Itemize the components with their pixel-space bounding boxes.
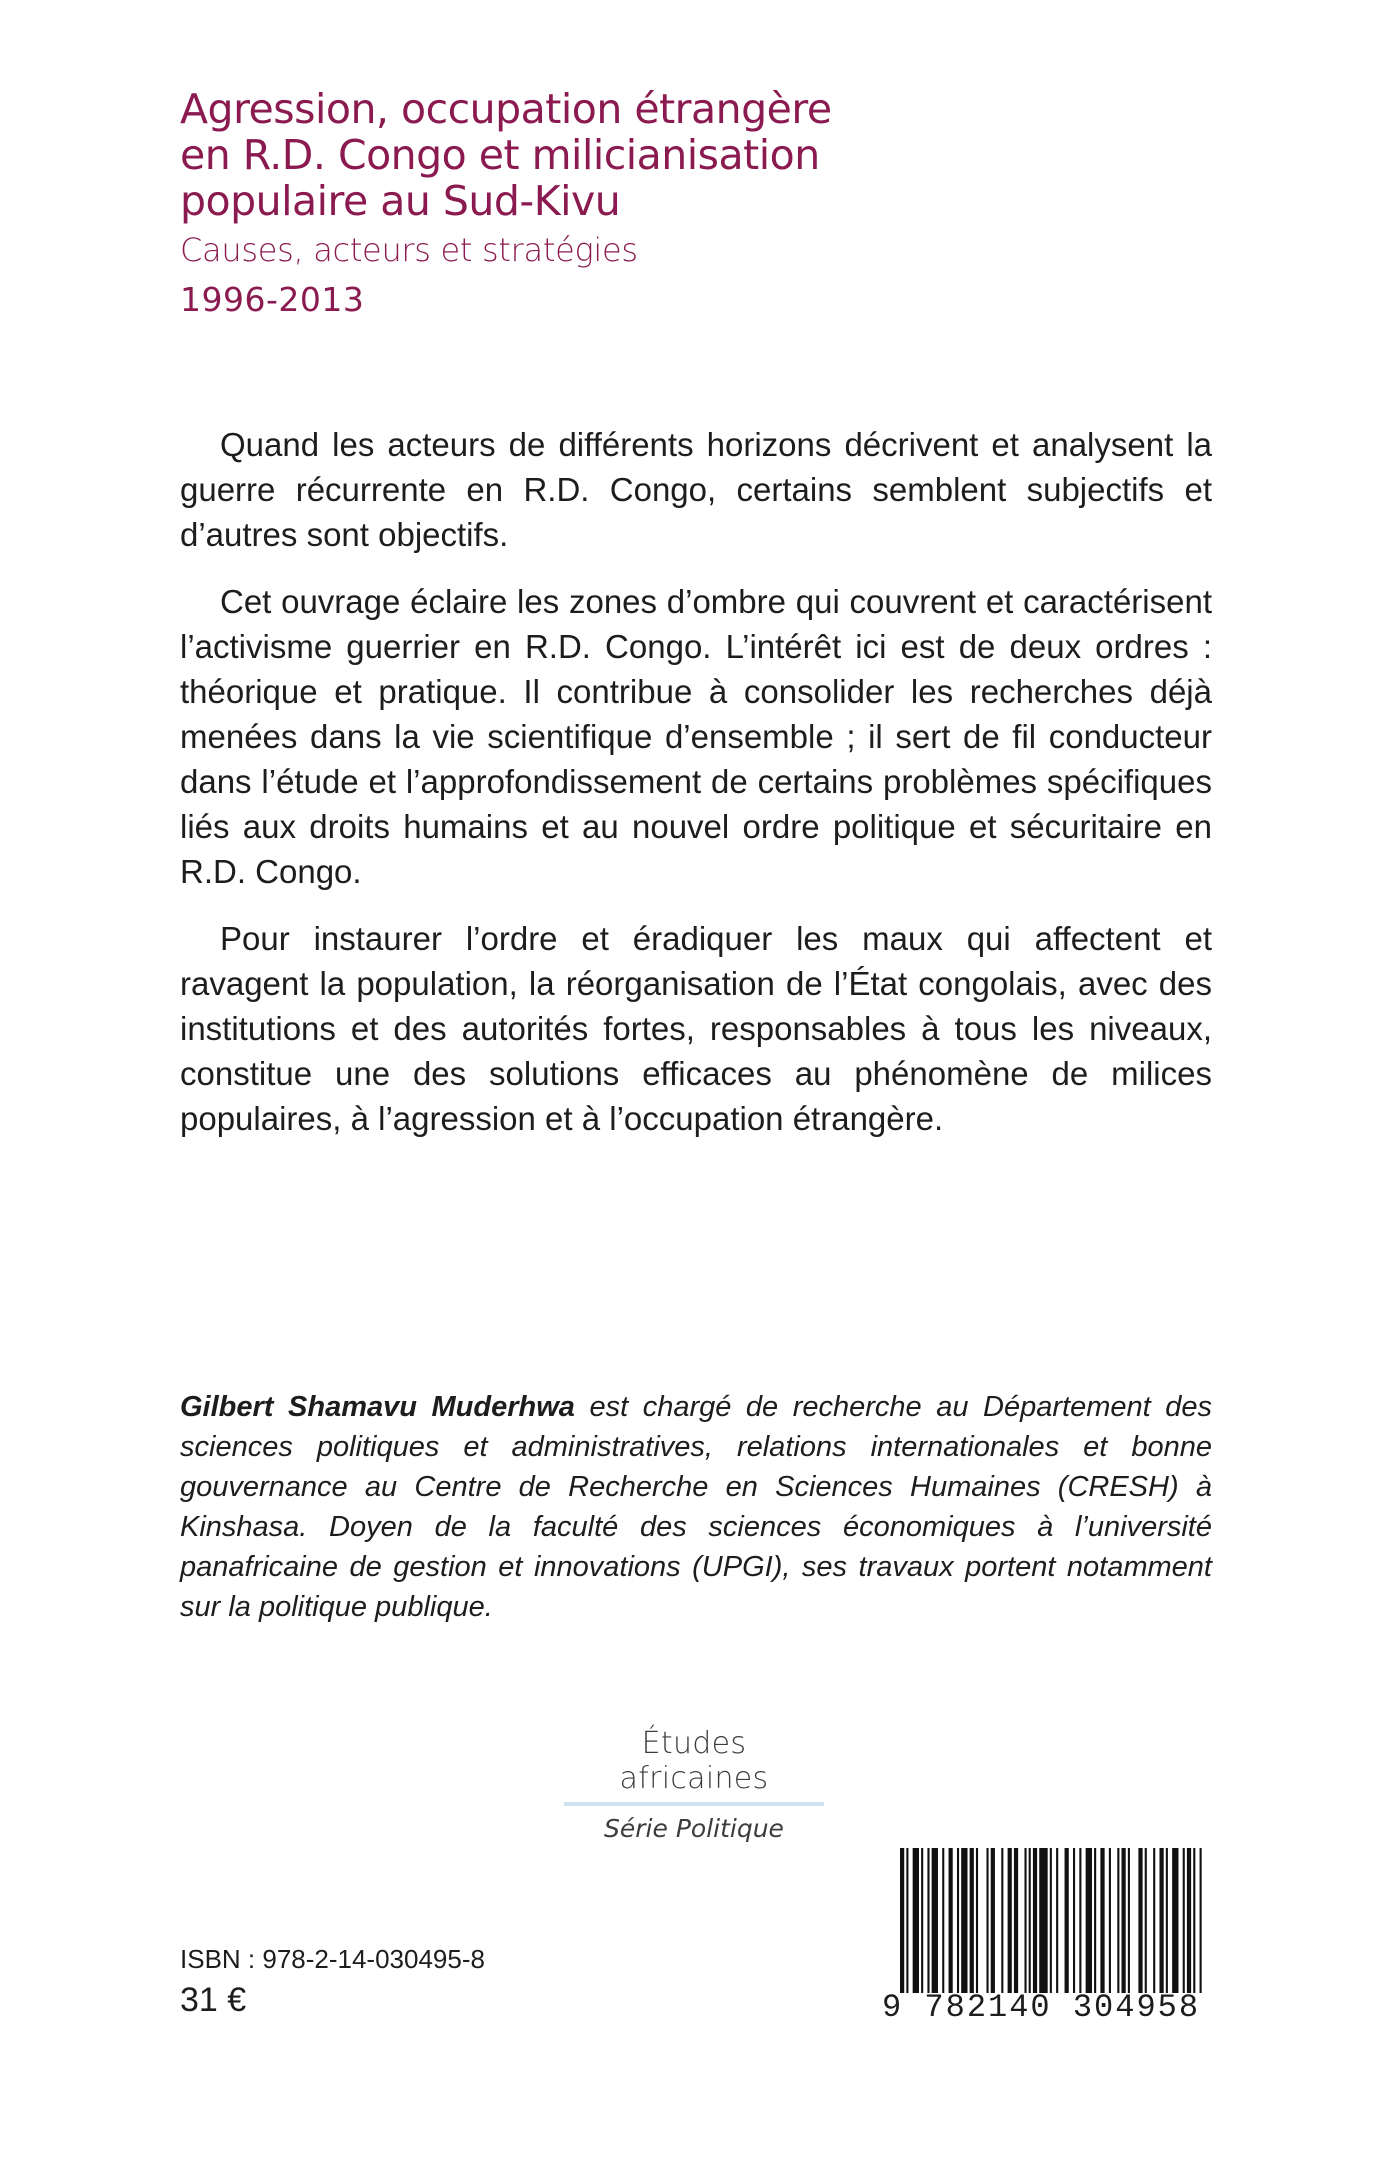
barcode-bar	[927, 1848, 929, 1993]
barcode-bar	[991, 1848, 995, 1993]
series-subtitle: Série Politique	[604, 1814, 784, 1843]
barcode-bar	[900, 1848, 904, 1993]
author-bio-text: est chargé de recherche au Département des sciences politiques et administratives, relations internationales et bonne gouvernance au Centre de Recherche en Sciences Humaines (CRESH) à Kinshasa. Doyen de la faculté des sciences économiques à l’université panafricaine de gestion et innovations (UPGI), ses travaux portent notamment sur la politique publique.	[180, 1391, 1212, 1623]
barcode-bar	[1065, 1848, 1069, 1993]
title-line: Agression, occupation étrangère	[180, 85, 832, 133]
barcode-bar	[1024, 1848, 1026, 1993]
barcode-bar	[970, 1848, 974, 1993]
barcode-bar	[986, 1848, 988, 1993]
title-block	[180, 86, 1280, 322]
barcode-bar	[1117, 1848, 1119, 1993]
barcode-bar	[1050, 1848, 1052, 1993]
book-subtitle: Causes, acteurs et stratégies	[180, 231, 638, 269]
author-bio	[180, 1387, 1212, 1627]
barcode-bar	[932, 1848, 938, 1993]
barcode-bar	[1001, 1848, 1003, 1993]
barcode-bar	[1153, 1848, 1155, 1993]
author-name: Gilbert Shamavu Muderhwa	[180, 1391, 575, 1423]
blurb-paragraph: Pour instaurer l’ordre et éradiquer les maux qui affectent et ravagent la population, la réorganisation de l’État congolais, avec des institutions et des autorités fortes, responsables à tous les niveaux, constitue une des solutions efficaces au phénomène de milices populaires, à l’agression et à l’occupation étrangère.	[180, 920, 1212, 1137]
book-title	[180, 86, 1280, 224]
title-line: en R.D. Congo et milicianisation	[180, 131, 820, 179]
barcode-bar	[1029, 1848, 1031, 1993]
barcode-bar	[1159, 1848, 1163, 1993]
series-name: Études africaines	[619, 1726, 769, 1796]
barcode-digits: 9 782140 304958	[882, 1989, 1201, 2026]
blurb-paragraph: Cet ouvrage éclaire les zones d’ombre qui couvrent et caractérisent l’activisme guerrier en R.D. Congo. L’intérêt ici est de deux ordres : théorique et pratique. Il contribue à consolider les recherches déjà menées dans la vie scientifique d’ensemble ; il sert de fil conducteur dans l’étude et l’approfondissement de certains problèmes spécifiques liés aux droits humains et au nouvel ordre politique et sécuritaire en R.D. Congo.	[180, 583, 1212, 890]
barcode-bar	[921, 1848, 923, 1993]
barcode-bar	[976, 1848, 978, 1993]
barcode-bar	[1056, 1848, 1058, 1993]
barcode-bar	[961, 1848, 967, 1993]
barcode-bar	[957, 1848, 959, 1993]
barcode-bar	[1086, 1848, 1092, 1993]
series-divider	[564, 1802, 824, 1806]
barcode-bar	[1100, 1848, 1104, 1993]
barcode-bar	[1033, 1848, 1037, 1993]
barcode-bar	[942, 1848, 944, 1993]
barcode-bar	[1079, 1848, 1081, 1993]
barcode-bar	[1183, 1848, 1185, 1993]
barcode-bar	[1200, 1848, 1202, 1993]
barcode-bar	[1073, 1848, 1075, 1993]
barcode-bar	[913, 1848, 919, 1993]
barcode-bar	[1145, 1848, 1147, 1993]
blurb	[180, 422, 1212, 1163]
barcode	[882, 1848, 1212, 2028]
book-years: 1996-2013	[180, 280, 365, 319]
barcode-bar	[1187, 1848, 1191, 1993]
barcode-bar	[1014, 1848, 1018, 1993]
isbn: ISBN : 978-2-14-030495-8	[180, 1944, 485, 1974]
barcode-bar	[1109, 1848, 1111, 1993]
barcode-bar	[949, 1848, 953, 1993]
barcode-bar	[1008, 1848, 1012, 1993]
barcode-bar	[1094, 1848, 1096, 1993]
barcode-bar	[1039, 1848, 1047, 1993]
barcode-bar	[1138, 1848, 1142, 1993]
barcode-bar	[906, 1848, 908, 1993]
barcode-bar	[1128, 1848, 1130, 1993]
title-line: populaire au Sud-Kivu	[180, 177, 621, 225]
barcode-bar	[1166, 1848, 1168, 1993]
series-logo	[564, 1726, 824, 1843]
barcode-bar	[1122, 1848, 1126, 1993]
price: 31 €	[180, 1981, 247, 2019]
ean13-barcode-icon	[882, 1848, 1212, 1993]
barcode-bar	[1172, 1848, 1178, 1993]
barcode-bar	[1193, 1848, 1195, 1993]
blurb-paragraph: Quand les acteurs de différents horizons décrivent et analysent la guerre récurrente en R.D. Congo, certains semblent subjectifs et d’autres sont objectifs.	[180, 426, 1212, 553]
